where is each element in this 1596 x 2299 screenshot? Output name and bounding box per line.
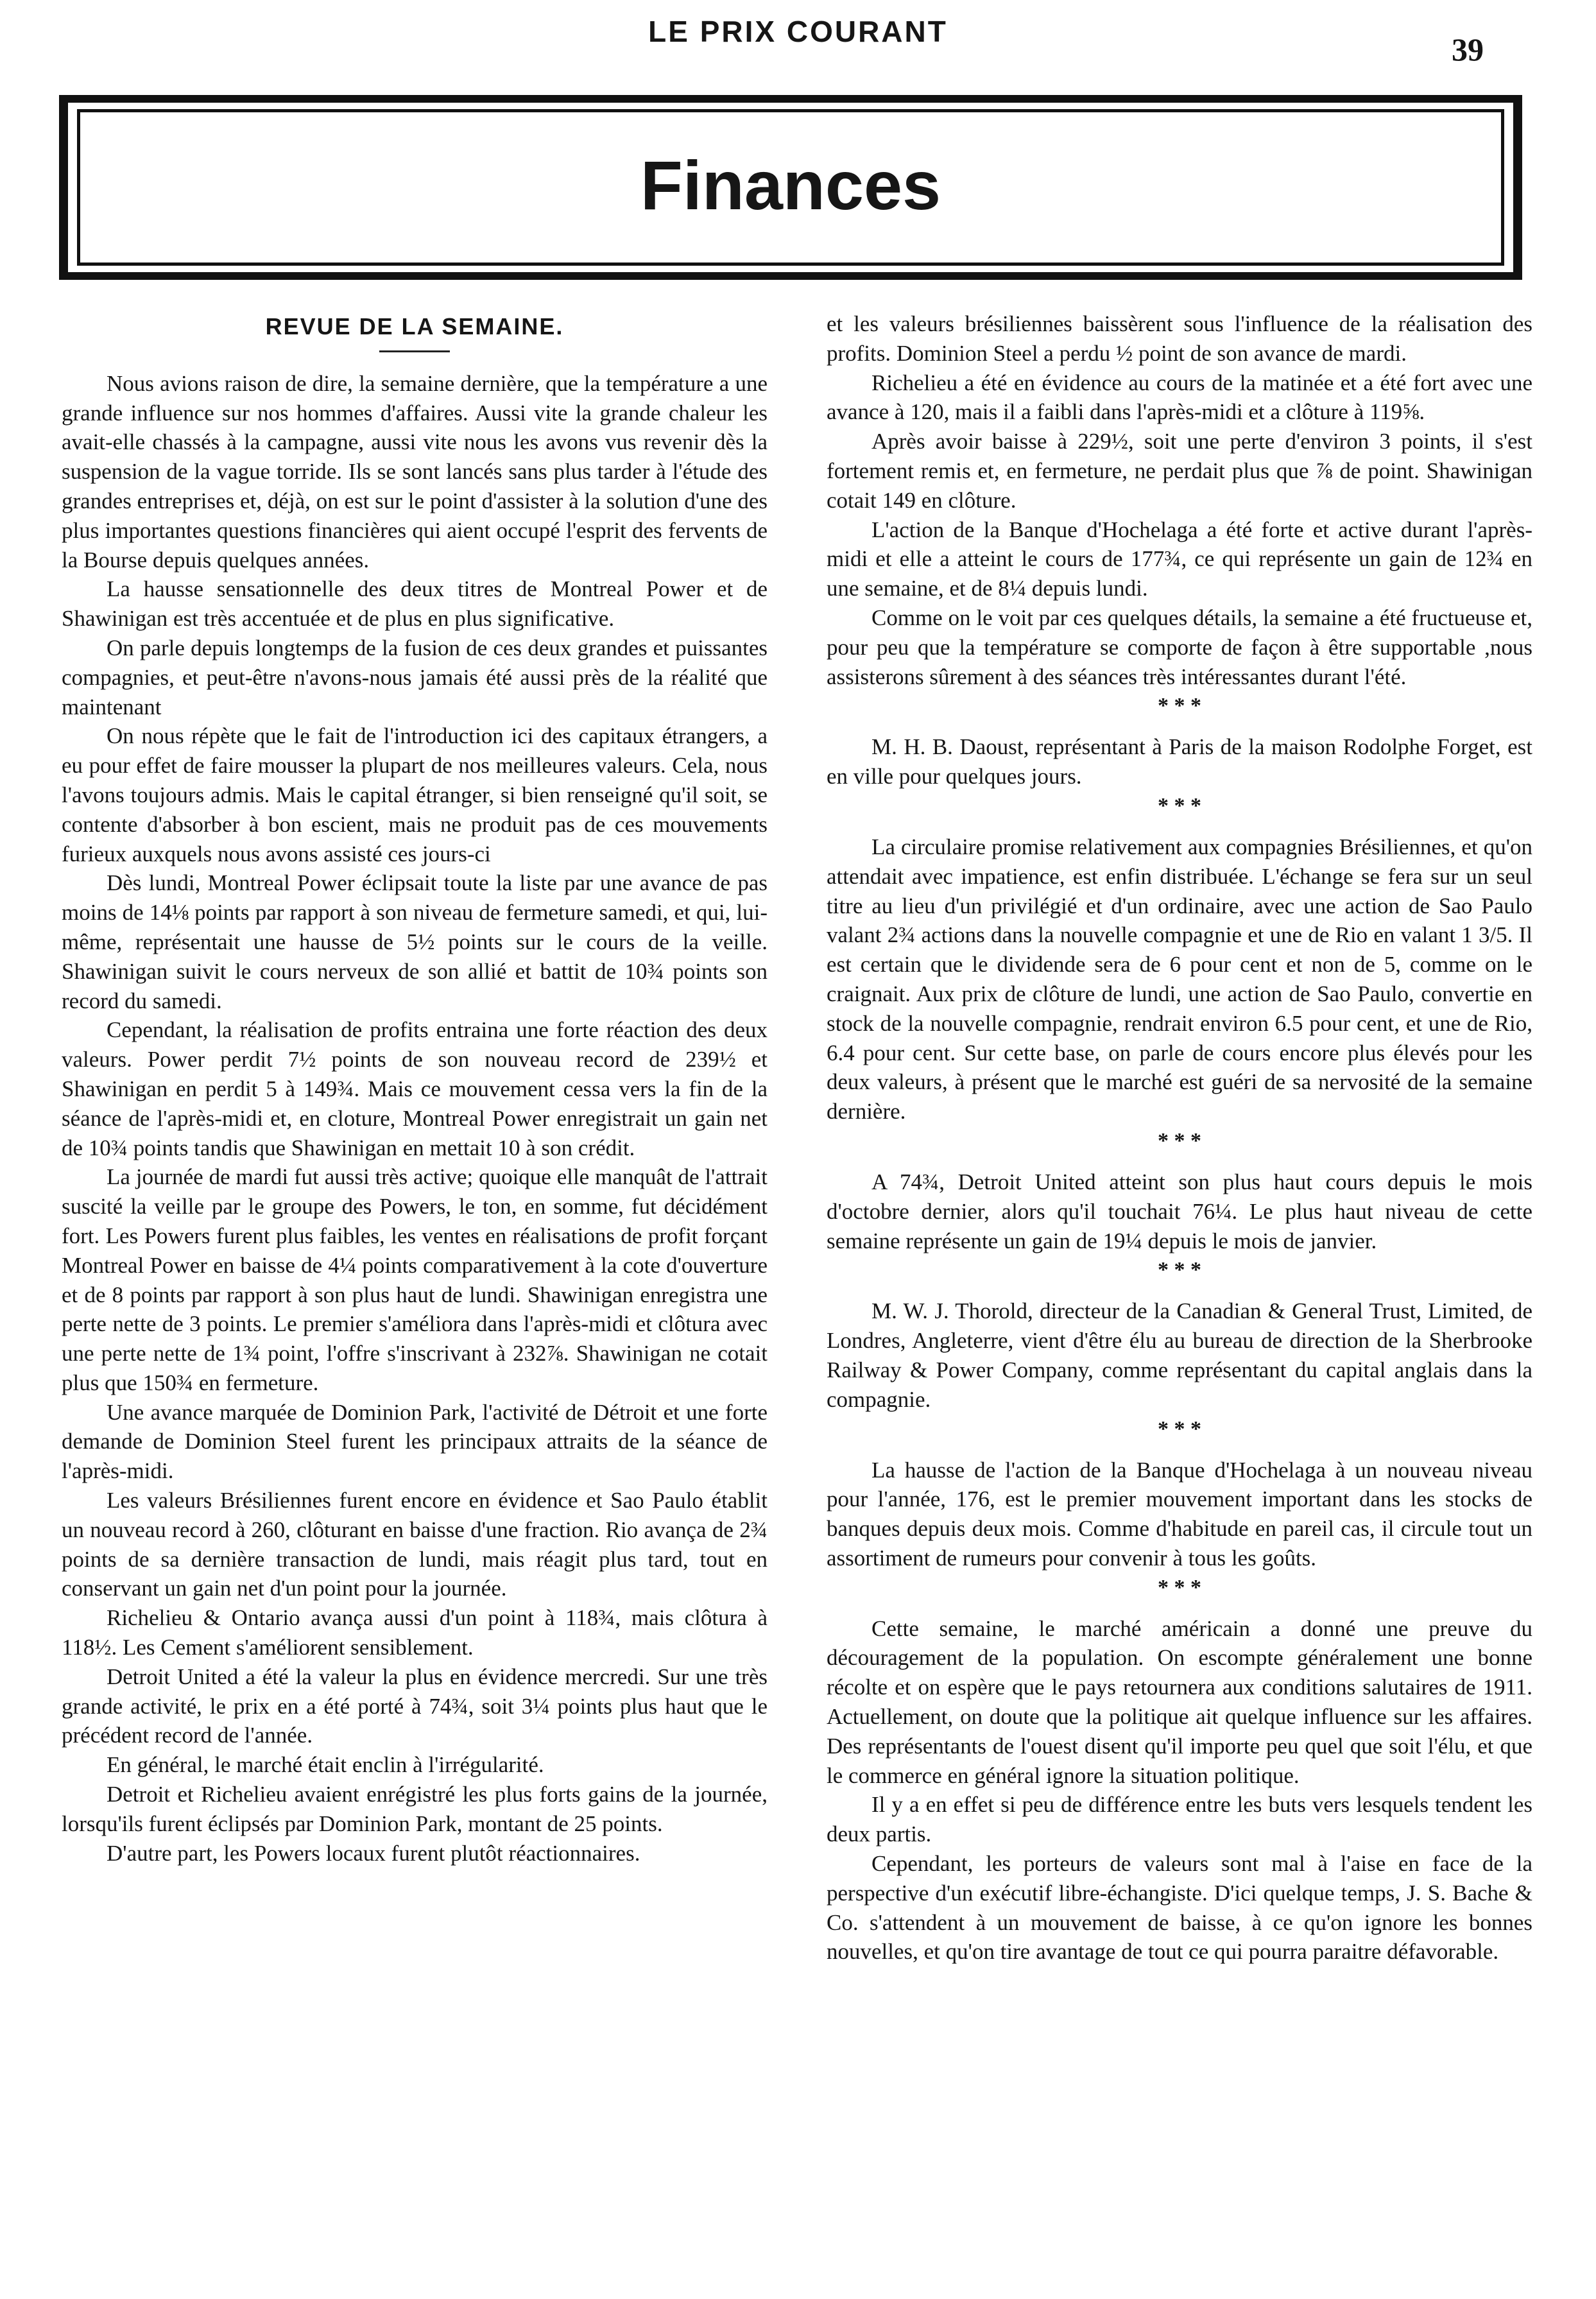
article-heading: REVUE DE LA SEMAINE. <box>265 313 564 340</box>
paragraph: Richelieu a été en évidence au cours de la matinée et a été fort avec une avance à 120, mais il a faibli dans l'après-midi et a clôture à 119⅝. <box>827 370 1532 425</box>
paragraph: Richelieu & Ontario avança aussi d'un point à 118¾, mais clôtura à 118½. Les Cement s'améliorent sensiblement. <box>62 1605 768 1660</box>
news-note: La circulaire promise relativement aux compagnies Brésiliennes, et qu'on attendait avec impatience, est enfin distribuée. L'échange se fera sur un seul titre au lieu d'un privilégié et d'un ordinaire, avec une action de Sao Paulo valant 2¾ actions dans la nouvelle compagnie et une de Rio en valant 1 3/5. Il est certain que le dividende sera de 6 pour cent et non de 5, comme on le craignait. Aux prix de clôture de lundi, une action de Sao Paulo, convertie en stock de la nouvelle compagnie, rendrait environ 6.5 pour cent, et une de Rio, 6.4 pour cent. Sur cette base, on parle de cours encore plus élevés pour les deux valeurs, à présent que le marché est guéri de sa nervosité de la semaine dernière. <box>827 834 1532 1124</box>
paragraph: On parle depuis longtemps de la fusion de ces deux grandes et puissantes compagnies, et peut-être n'avons-nous jamais été aussi près de la réalité que maintenant <box>62 635 768 719</box>
asterism-separator: * * * <box>1158 694 1201 718</box>
paragraph: Cependant, les porteurs de valeurs sont mal à l'aise en face de la perspective d'un exécutif libre-échangiste. D'ici quelque temps, J. S. Bache & Co. s'attendent à un mouvement de baisse, à ce qu'on ignore les bonnes nouvelles, et qu'on tire avantage de tout ce qui pourra paraitre défavorable. <box>827 1851 1532 1965</box>
heading-rule <box>379 350 450 352</box>
paragraph: et les valeurs brésiliennes baissèrent sous l'influence de la réalisation des profits. Dominion Steel a perdu ½ point de son avance de mardi. <box>827 311 1532 366</box>
asterism-separator: * * * <box>1158 1258 1201 1282</box>
paragraph: Cette semaine, le marché américain a donné une preuve du découragement de la population. On escompte généralement une bonne récolte et on espère que le pays retournera aux conditions salutaires de 1911. Actuellement, on doute que la politique ait quelque influence sur les affaires. Des représentants de l'ouest disent qu'il importe peu quel que soit l'élu, et que le commerce en général ignore la situation politique. <box>827 1615 1532 1788</box>
paragraph: Dès lundi, Montreal Power éclipsait toute la liste par une avance de pas moins de 14⅛ points par rapport à son niveau de fermeture samedi, et qui, lui-même, représentait une hausse de 5½ points sur le cours de la veille. Shawinigan suivit le cours nerveux de son allié et battit de 10¾ points son record du samedi. <box>62 870 768 1013</box>
paragraph: La journée de mardi fut aussi très active; quoique elle manquât de l'attrait suscité la veille par le groupe des Powers, le ton, en somme, fut décidément fort. Les Powers furent plus faibles, les ventes en réalisations de profit forçant Montreal Power en baisse de 4¼ points comparativement à la cote d'ouverture et de 8 points par rapport à son plus haut de lundi. Shawinigan enregistra une perte nette de 3 points. Le premier s'améliora dans l'après-midi et clôtura avec une perte nette de 1¾ point, l'offre s'inscrivant à 232⅞. Shawinigan ne cotait plus que 150¾ en fermeture. <box>62 1164 768 1395</box>
news-note: A 74¾, Detroit United atteint son plus haut cours depuis le mois d'octobre dernier, alors qu'il touchait 76¼. Le plus haut niveau de cette semaine représente un gain de 19¼ depuis le mois de janvier. <box>827 1169 1532 1253</box>
paragraph: Detroit United a été la valeur la plus en évidence mercredi. Sur une très grande activité, le prix en a été porté à 74¾, soit 3¼ points plus haut que le précédent record de l'année. <box>62 1664 768 1748</box>
section-banner <box>59 95 1522 280</box>
running-title: LE PRIX COURANT <box>648 15 948 48</box>
banner-rule <box>59 272 1522 280</box>
paragraph: Il y a en effet si peu de différence entre les buts vers lesquels tendent les deux partis. <box>827 1792 1532 1847</box>
asterism-separator: * * * <box>1158 1128 1201 1153</box>
banner-rule <box>77 109 1504 112</box>
paragraph: L'action de la Banque d'Hochelaga a été forte et active durant l'après-midi et elle a atteint le cours de 177¾, ce qui représente un gain de 12¾ en une semaine, et de 8¼ depuis lundi. <box>827 517 1532 601</box>
paragraph: La hausse sensationnelle des deux titres de Montreal Power et de Shawinigan est très accentuée et de plus en plus significative. <box>62 576 768 632</box>
paragraph: Les valeurs Brésiliennes furent encore en évidence et Sao Paulo établit un nouveau record à 260, clôturant en baisse d'une fraction. Rio avança de 2¾ points de sa dernière transaction de lundi, mais réagit plus tard, tout en conservant un gain net d'un point pour la journée. <box>62 1488 768 1601</box>
banner-rule <box>77 263 1504 266</box>
asterism-separator: * * * <box>1158 1416 1201 1441</box>
paragraph: Comme on le voit par ces quelques détails, la semaine a été fructueuse et, pour peu que la température se comporte de façon à être supportable ,nous assisterons sûrement à des séances très intéressantes durant l'été. <box>827 605 1532 689</box>
right-column <box>827 309 1532 1967</box>
section-title: Finances <box>640 146 941 224</box>
news-note: M. W. J. Thorold, directeur de la Canadian & General Trust, Limited, de Londres, Angleterre, vient d'être élu au bureau de direction de la Sherbrooke Railway & Power Company, comme représentant du capital anglais dans la compagnie. <box>827 1298 1532 1412</box>
asterism-separator: * * * <box>1158 793 1201 818</box>
news-note: La hausse de l'action de la Banque d'Hochelaga à un nouveau niveau pour l'année, 176, est le premier mouvement important dans les stocks de banques depuis deux mois. Comme d'habitude en pareil cas, il circule tout un assortiment de rumeurs pour convenir à tous les goûts. <box>827 1457 1532 1571</box>
news-note: M. H. B. Daoust, représentant à Paris de la maison Rodolphe Forget, est en ville pour quelques jours. <box>827 734 1532 789</box>
paragraph: Cependant, la réalisation de profits entraina une forte réaction des deux valeurs. Power perdit 7½ points de son nouveau record de 239½ et Shawinigan en perdit 5 à 149¾. Mais ce mouvement cessa vers la fin de la séance de l'après-midi et, en cloture, Montreal Power enregistrait un gain net de 10¾ points tandis que Shawinigan en mettait 10 à son crédit. <box>62 1017 768 1160</box>
paragraph: Une avance marquée de Dominion Park, l'activité de Détroit et une forte demande de Dominion Steel furent les principaux attraits de la séance de l'après-midi. <box>62 1399 768 1484</box>
banner-rule <box>59 95 1522 103</box>
paragraph: D'autre part, les Powers locaux furent plutôt réactionnaires. <box>107 1840 640 1866</box>
page-number: 39 <box>1452 31 1484 67</box>
asterism-separator: * * * <box>1158 1575 1201 1599</box>
paragraph: En général, le marché était enclin à l'irrégularité. <box>107 1752 544 1778</box>
left-column <box>62 312 768 1868</box>
paragraph: On nous répète que le fait de l'introduction ici des capitaux étrangers, a eu pour effet de faire mousser la plupart de nos meilleures valeurs. Cela, nous l'avons toujours admis. Mais le capital étranger, si bien renseigné qu'il soit, se contente d'absorber à bon escient, mais ne produit pas de ces mouvements furieux auxquels nous avons assisté ces jours-ci <box>62 723 768 866</box>
paragraph: Nous avions raison de dire, la semaine dernière, que la température a une grande influence sur nos hommes d'affaires. Aussi vite la grande chaleur les avait-elle chassés à la campagne, aussi vite nous les avons vus revenir dès la suspension de la vague torride. Ils se sont lancés sans plus tarder à l'étude des grandes entreprises et, déjà, on est sur le point d'assister à la solution d'une des plus importantes questions financières qui aient occupé l'esprit des fervents de la Bourse depuis quelques années. <box>62 370 768 573</box>
paragraph: Après avoir baisse à 229½, soit une perte d'environ 3 points, il s'est fortement remis et, en fermeture, ne perdait plus que ⅞ de point. Shawinigan cotait 149 en clôture. <box>827 429 1532 513</box>
paragraph: Detroit et Richelieu avaient enrégistré les plus forts gains de la journée, lorsqu'ils furent éclipsés par Dominion Park, montant de 25 points. <box>62 1782 768 1836</box>
